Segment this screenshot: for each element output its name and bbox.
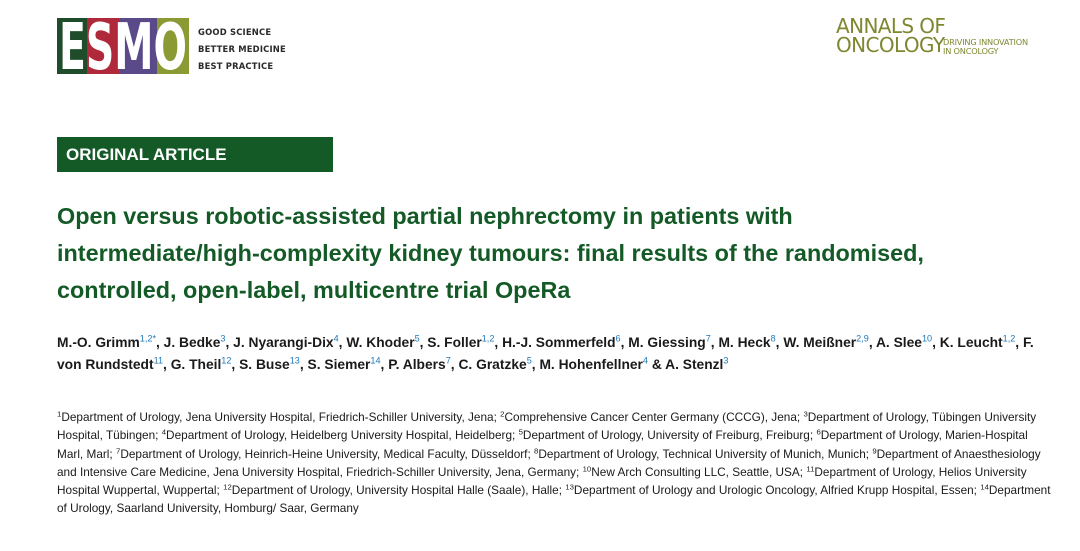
author-affiliation-ref[interactable]: 5 [526,355,532,366]
author-affiliation-ref[interactable]: 13 [289,355,300,366]
affiliation-text: New Arch Consulting LLC, Seattle, USA; [591,464,804,479]
author-name: S. Buse [239,357,290,372]
author-list: M.-O. Grimm$^{1,2*}$, J. Bedke$^3$, J. Nyarangi-Dix$^4$, W. Khoder$^5$, S. Foller$^{1,2}$, H.-J. Sommerfeld$^6$, M. Giessing$^7$, M. Heck$^8$, W. Meißner$^{2,9}$, A. Slee$^{10}$, K. Leucht$^{1,2}$, F. von Rundstedt$^{11}$, G. Theil$^{12}$, S. Buse$^{13}$, S. Siemer$^{14}$, P. Albers$^7$, C. Gratzke$^5$, M. Hohenfellner$^4$ & A. Stenzl$^3$ [57,333,1034,372]
esmo-tagline [198,24,286,75]
author-name: P. Albers [388,357,446,372]
affiliation-number: 2 [500,409,505,419]
affiliation-text: Department of Urology and Urologic Oncology, Alfried Krupp Hospital, Essen; [573,483,977,498]
affiliation-text: Department of Urology, Technical University of Munich, Munich; [538,446,870,461]
affiliation-number: 8 [534,445,539,455]
author-name: A. Stenzl [665,357,724,372]
article-type-banner: ORIGINAL ARTICLE [57,137,333,172]
affiliation-number: 11 [806,464,815,474]
author-affiliation-ref[interactable]: 6 [615,333,621,344]
author-name: G. Theil [170,357,222,372]
affiliation-number: 7 [116,445,121,455]
author-name: S. Siemer [307,357,371,372]
affiliation-text: Department of Urology, Helios University Hospital Wuppertal, Wuppertal; [57,464,1027,498]
author-affiliation-ref[interactable]: 5 [414,333,420,344]
author-name: M.-O. Grimm [57,335,140,350]
author-name: S. Foller [427,335,482,350]
affiliation-number: 9 [872,445,877,455]
author-name: F. von Rundstedt [57,335,1034,372]
author-affiliation-ref[interactable]: 4 [333,333,339,344]
author-affiliation-ref[interactable]: 4 [642,355,648,366]
affiliation-number: 4 [161,427,167,437]
esmo-logo [57,18,189,74]
author-affiliation-ref[interactable]: 7 [705,333,711,344]
article-title: Open versus robotic-assisted partial nephrectomy in patients with intermediate/high-complexity kidney tumours: final results of the randomised, controlled, open-label, multicentre trial OpeRa [57,203,924,303]
author-name: C. Gratzke [458,357,527,372]
author-affiliation-ref[interactable]: 11 [153,355,164,366]
affiliation-text: Department of Urology, Heinrich-Heine University, Medical Faculty, Düsseldorf; [120,446,531,461]
affiliation-number: 5 [518,427,523,437]
affiliation-text: Department of Urology, University Hospital Halle (Saale), Halle; [231,483,562,498]
affiliation-text: Department of Urology, University of Freiburg, Freiburg; [522,428,814,443]
affiliation-text: Department of Urology, Marien-Hospital Marl, Marl; [57,428,1028,461]
journal-name-line: ONCOLOGY [836,33,945,57]
affiliation-text: Department of Urology, Jena University Hospital, Friedrich-Schiller University, Jena; [61,410,497,424]
affiliation-text: Comprehensive Cancer Center Germany (CCCG), Jena; [504,410,801,424]
affiliation-number: 10 [582,464,592,474]
author-affiliation-ref[interactable]: 10 [921,333,933,344]
journal-tagline [943,38,1028,56]
author-name: W. Khoder [346,335,415,350]
affiliation-text: Department of Anaesthesiology and Intensive Care Medicine, Jena University Hospital, Friedrich-Schiller University, Jena, Germany; [57,446,1041,479]
affiliation-number: 6 [816,427,821,437]
journal-tagline-line: IN ONCOLOGY [943,46,999,56]
author-affiliation-ref[interactable]: 7 [445,355,451,366]
author-name: W. Meißner [783,335,857,350]
author-affiliation-ref[interactable]: 1,2 [1002,333,1016,344]
author-name: M. Giessing [628,335,706,350]
author-affiliation-ref[interactable]: 12 [221,355,232,366]
esmo-tagline-line: GOOD SCIENCE [198,27,272,37]
author-name: M. Heck [718,335,771,350]
affiliation-number: 12 [223,482,232,492]
affiliation-number: 1 [57,409,62,419]
affiliation-number: 14 [980,482,989,492]
affiliation-text: Department of Urology, Saarland University, Homburg/ Saar, Germany [57,483,1051,516]
affiliation-list [57,408,1057,518]
author-affiliation-ref[interactable]: 8 [770,333,776,344]
author-affiliation-ref[interactable]: 1,2 [481,333,495,344]
author-name: J. Nyarangi-Dix [233,335,334,350]
journal-tagline-line: DRIVING INNOVATION [943,37,1028,47]
author-affiliation-ref[interactable]: 2,9 [856,333,869,344]
journal-name [836,14,946,57]
author-affiliation-ref[interactable]: 3 [723,355,729,366]
author-name: J. Bedke [163,335,221,350]
author-name: H.-J. Sommerfeld [502,335,616,350]
affiliation-text: Department of Urology, Tübingen University Hospital, Tübingen; [57,410,1037,443]
esmo-tagline-line: BEST PRACTICE [198,61,274,71]
author-affiliation-ref[interactable]: 1,2* [139,333,156,344]
author-name: M. Hohenfellner [539,357,643,372]
affiliation-number: 13 [565,482,574,492]
author-affiliation-ref[interactable]: 3 [220,333,226,344]
affiliation-number: 3 [803,409,808,419]
author-name: K. Leucht [939,335,1003,350]
affiliation-text: Department of Urology, Heidelberg University Hospital, Heidelberg; [166,428,516,443]
author-affiliation-ref[interactable]: 14 [370,355,381,366]
journal-name-line: ANNALS OF [836,14,946,38]
author-name: A. Slee [875,335,922,350]
esmo-logo-letters: ESMO [59,18,187,74]
esmo-tagline-line: BETTER MEDICINE [198,44,286,54]
